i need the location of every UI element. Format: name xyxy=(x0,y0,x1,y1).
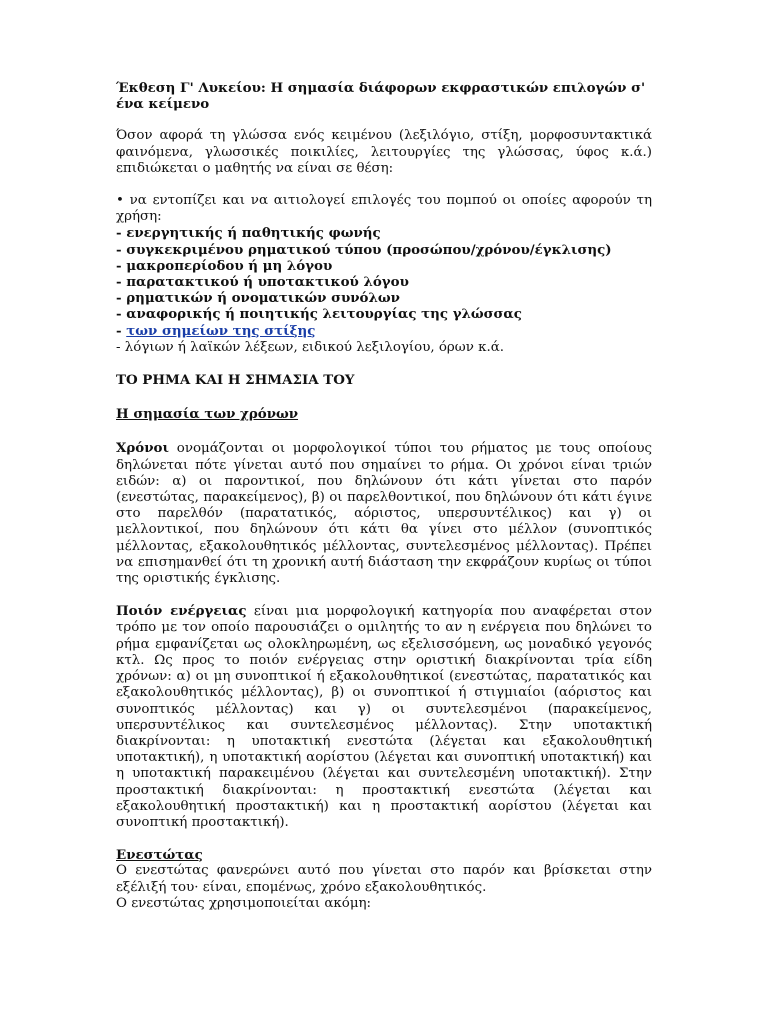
list-item: - παρατακτικού ή υποτακτικού λόγου xyxy=(116,274,409,291)
list-item: - λόγιων ή λαϊκών λέξεων, ειδικού λεξιλογίου, όρων κ.ά. xyxy=(116,339,505,355)
criteria-list xyxy=(116,193,652,356)
aspect-text: είναι μια μορφολογική κατηγορία που αναφέρεται στον τρόπο με τον οποίο παρουσιάζει ο ομιλητής το αν η ενέργεια που δηλώνει το ρήμα εμφανίζεται ως ολοκληρωμένη, ως εξελισσόμενη, ως μοναδικό γεγονός κτλ. Ως προς το ποιόν ενέργειας στην οριστική διακρίνονται τρία είδη χρόνων: α) οι μη συνοπτικοί ή εξακολουθητικοί (ενεστώτας, παρατατικός και εξακολουθητικός μέλλοντας), β) οι συνοπτικοί ή στιγμιαίοι (αόριστος και συνοπτικός μέλλοντας) και γ) οι συντελεσμένοι (παρακείμενος, υπερσυντέλικος και συντελεσμένος μέλλοντας). Στην υποτακτική διακρίνονται: η υποτακτική ενεστώτα (λέγεται και εξακολουθητική υποτακτική), η υποτακτική αορίστου (λέγεται και συνοπτική υποτακτική) και η υποτακτική παρακειμένου (λέγεται και συντελεσμένη υποτακτική). Στην προστακτική διακρίνονται: η προστακτική ενεστώτα (λέγεται και εξακολουθητική προστακτική) και η προστακτική αορίστου (λέγεται και συνοπτική προστακτική). xyxy=(116,604,652,830)
tenses-text: ονομάζονται οι μορφολογικοί τύποι του ρήματος με τους οποίους δηλώνεται πότε γίνεται αυτό που σημαίνει το ρήμα. Οι χρόνοι είναι τριών ειδών: α) οι παροντικοί, που δηλώνουν ότι κάτι γίνεται στο παρόν (ενεστώτας, παρακείμενος), β) οι παρελθοντικοί, που δηλώνουν ότι κάτι έγινε στο παρελθόν (παρατατικός, αόριστος, υπερσυντέλικος) και γ) οι μελλοντικοί, που δηλώνουν ότι κάτι θα γίνει στο μέλλον (συνοπτικός μέλλοντας, εξακολουθητικός μέλλοντας, συντελεσμένος μέλλοντας). Πρέπει να επισημανθεί ότι τη χρονική αυτή διάσταση την εκφράζουν κυρίως οι τύποι της οριστικής έγκλισης. xyxy=(116,441,652,587)
list-item-link-row xyxy=(116,323,652,340)
tenses-paragraph xyxy=(116,440,652,587)
present-heading: Ενεστώτας xyxy=(116,847,203,864)
punctuation-link[interactable]: των σημείων της στίξης xyxy=(126,322,316,339)
aspect-lead: Ποιόν ενέργειας xyxy=(116,603,247,620)
list-item: - συγκεκριμένου ρηματικού τύπου (προσώπου/χρόνου/έγκλισης) xyxy=(116,241,612,258)
aspect-paragraph xyxy=(116,603,652,831)
bullet-line: • να εντοπίζει και να αιτιολογεί επιλογές του πομπού οι οποίες αφορούν τη χρήση: xyxy=(116,193,652,225)
tenses-lead: Χρόνοι xyxy=(116,440,169,457)
list-item: - αναφορικής ή ποιητικής λειτουργίας της γλώσσας xyxy=(116,306,522,323)
intro-paragraph: Όσον αφορά τη γλώσσα ενός κειμένου (λεξιλόγιο, στίξη, μορφοσυντακτικά φαινόμενα, γλωσσικές ποικιλίες, λειτουργίες της γλώσσας, ύφος κ.ά.) επιδιώκεται ο μαθητής να είναι σε θέση: xyxy=(116,128,652,176)
subheading-tenses: Η σημασία των χρόνων xyxy=(116,406,299,423)
present-text-more: Ο ενεστώτας χρησιμοποιείται ακόμη: xyxy=(116,895,372,911)
list-item: - ρηματικών ή ονοματικών συνόλων xyxy=(116,290,400,307)
list-item: - ενεργητικής ή παθητικής φωνής xyxy=(116,225,381,242)
section-heading: ΤΟ ΡΗΜΑ ΚΑΙ Η ΣΗΜΑΣΙΑ ΤΟΥ xyxy=(116,372,355,389)
list-item: - μακροπερίοδου ή μη λόγου xyxy=(116,257,333,274)
document-title: Έκθεση Γ' Λυκείου: Η σημασία διάφορων εκφραστικών επιλογών σ' ένα κείμενο xyxy=(116,80,646,113)
link-prefix: - xyxy=(116,322,127,339)
present-text: Ο ενεστώτας φανερώνει αυτό που γίνεται στο παρόν και βρίσκεται στην εξέλιξή του· είναι, επομένως, χρόνο εξακολουθητικός. xyxy=(116,863,652,895)
